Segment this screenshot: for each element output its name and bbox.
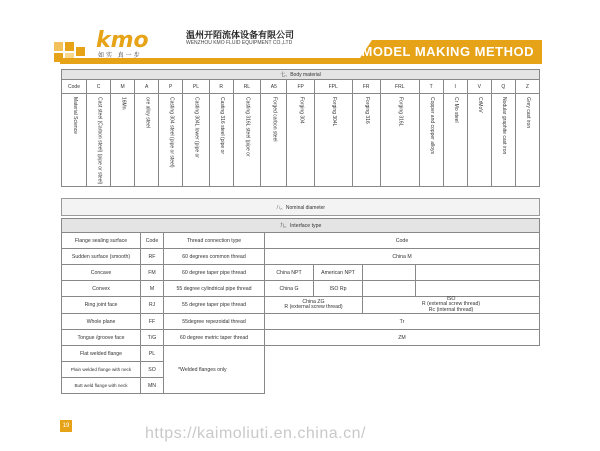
material-description: ore alloy steel [144,97,151,128]
col-code-2: Code [265,233,540,249]
interface-type-table [61,218,540,394]
material-code: T [419,80,443,94]
thread-code: China ZG [302,298,325,305]
material-description: 16Mn [120,97,127,110]
flange-surface: Whole plane [62,314,141,330]
material-code: Z [515,80,539,94]
logo-slogan: 如实 真一步 [98,53,142,59]
table-row [62,281,540,297]
material-description: Forging 304 [298,97,305,124]
flange-surface: Butt weld flange with neck [62,378,141,394]
thread-code: China G [265,281,314,297]
interface-column-header-row [62,233,540,249]
flange-code: MN [141,378,164,394]
material-description: Forging 316L [397,97,404,127]
interface-type-heading: 九、Interface type [62,219,540,233]
thread-code: Tr [265,314,540,330]
flange-surface: Flat welded flange [62,346,141,362]
flange-surface: Concave [62,265,141,281]
logo-wordmark: kmo [96,28,149,50]
welded-note: *Welded flanges only [164,346,265,394]
company-name-cn: 温州开陌流体设备有限公司 [186,30,295,40]
material-code: Q [491,80,515,94]
material-description: Forging 316 [363,97,370,124]
material-code: C [87,80,111,94]
flange-code: PL [141,346,164,362]
material-description: Casting 316L steel (pipe or [244,97,251,157]
material-row-label: Material Science [71,97,78,134]
thread-code: ISO [446,296,456,302]
flange-code: RF [141,249,164,265]
code-label: Code [62,80,87,94]
flange-surface: Plain welded flange with neck [62,362,141,378]
col-thread-type: Thread connection type [164,233,265,249]
material-code: FRL [380,80,419,94]
material-description: Nodular graphite cast iron [501,97,508,155]
material-code: R [209,80,233,94]
body-material-table [61,69,540,187]
page-number: 19 [60,420,72,432]
thread-type: 55 degree cylindrical pipe thread [164,281,265,297]
body-material-heading: 七、Body material [62,70,540,80]
material-code: I [443,80,467,94]
flange-surface: Ring joint face [62,297,141,314]
material-code-row [62,80,540,94]
material-code: RL [233,80,260,94]
material-code: FP [287,80,314,94]
table-row [62,249,540,265]
table-row [62,265,540,281]
material-description: Casting 304 steel (pipe or steel) [168,97,175,168]
flange-code: SO [141,362,164,378]
material-code: A [135,80,159,94]
col-code: Code [141,233,164,249]
material-code: PL [183,80,209,94]
material-code: A5 [261,80,287,94]
flange-surface: Convex [62,281,141,297]
thread-type: 60 degree taper pipe thread [164,265,265,281]
thread-code: China NPT [265,265,314,281]
thread-code: American NPT [314,265,363,281]
thread-code: Rc (internal thread) [428,306,474,313]
thread-code: ISO Rp [314,281,363,297]
thread-code: R (external screw thread) [421,301,481,308]
flange-surface: Sudden surface (smooth) [62,249,141,265]
material-description: Forging 304L [330,97,337,127]
material-description: Casting 304L lower (pipe or [193,97,200,158]
company-logo [92,28,172,59]
thread-type: 60 degrees common thread [164,249,265,265]
material-description: CrMoV [477,97,484,113]
table-row [62,314,540,330]
thread-type: 55 degree taper pipe thread [164,297,265,314]
material-description: Grey cast iron [525,97,532,129]
thread-code: China M [265,249,540,265]
thread-type: 60 degree metric taper thread [164,330,265,346]
flange-code: FF [141,314,164,330]
flange-code: RJ [141,297,164,314]
col-flange-surface: Flange sealing surface [62,233,141,249]
material-code: P [159,80,183,94]
material-description: Copper and copper alloys [428,97,435,154]
table-row [62,346,540,362]
material-description-row [62,94,540,187]
flange-surface: Tongue /groove face [62,330,141,346]
table-row [62,297,540,314]
material-description: Forged carbon steel [271,97,278,142]
table-row [62,330,540,346]
flange-code: FM [141,265,164,281]
page-title: MODEL MAKING METHOD [361,44,534,59]
material-description: Casting 316 steel (pipe or [218,97,225,154]
flange-code: T/G [141,330,164,346]
material-description: Cast steel (Carbon steel) (pipe or steel) [96,97,103,185]
material-code: FR [352,80,380,94]
nominal-diameter-heading: 八、Nominal diameter [61,198,540,216]
material-code: FPL [314,80,352,94]
company-name-en: WENZHOU KMO FLUID EQUIPMENT CO.,LTD [186,40,293,46]
thread-code: R (external screw thread) [284,304,343,311]
thread-type: 55degree repezoidal thread [164,314,265,330]
thread-code: ZM [265,330,540,346]
material-code: M [111,80,135,94]
material-description: Cr Mo steel [452,97,459,123]
material-code: V [467,80,491,94]
flange-code: M [141,281,164,297]
watermark-url: https://kaimoliuti.en.china.cn/ [145,425,366,442]
